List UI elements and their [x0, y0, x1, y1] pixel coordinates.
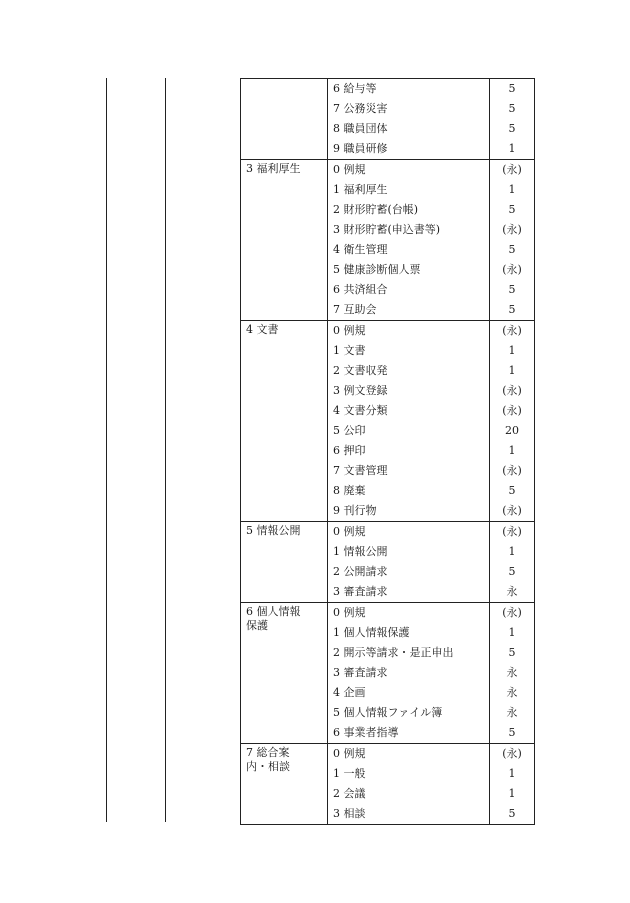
- item-label: 2 開示等請求・是正申出: [333, 646, 454, 659]
- item-label: 6 給与等: [333, 82, 377, 95]
- item-label: 1 福利厚生: [333, 183, 388, 196]
- item-label: 6 事業者指導: [333, 726, 399, 739]
- items-cell: [328, 321, 490, 522]
- retention-cell: [490, 160, 535, 321]
- retention-value: 永: [506, 666, 518, 679]
- retention-value: 5: [508, 807, 516, 820]
- items-cell: [328, 744, 490, 825]
- items-cell: [328, 522, 490, 603]
- item-label: 7 互助会: [333, 303, 377, 316]
- retention-value: 1: [508, 626, 516, 639]
- retention-schedule-table: [240, 78, 535, 825]
- category-cell: [241, 160, 328, 321]
- section-row: [241, 160, 535, 321]
- section-row: [241, 744, 535, 825]
- item-label: 7 文書管理: [333, 464, 388, 477]
- category-cell: [241, 603, 328, 744]
- category-cell: [241, 79, 328, 160]
- retention-value: 1: [508, 787, 516, 800]
- retention-value: 5: [508, 646, 516, 659]
- retention-value: (永): [502, 263, 522, 276]
- retention-value: 5: [508, 102, 516, 115]
- retention-value: 5: [508, 484, 516, 497]
- table-body: [241, 79, 535, 825]
- retention-cell: [490, 321, 535, 522]
- item-label: 3 例文登録: [333, 384, 388, 397]
- item-label: 9 職員研修: [333, 142, 388, 155]
- retention-value: 1: [508, 444, 516, 457]
- item-label: 3 審査請求: [333, 585, 388, 598]
- retention-value: 1: [508, 364, 516, 377]
- retention-cell: [490, 603, 535, 744]
- retention-value: (永): [502, 404, 522, 417]
- item-label: 0 例規: [333, 606, 366, 619]
- retention-value: 5: [508, 243, 516, 256]
- item-label: 5 公印: [333, 424, 366, 437]
- retention-value: 1: [508, 344, 516, 357]
- retention-value: (永): [502, 504, 522, 517]
- retention-value: 5: [508, 726, 516, 739]
- retention-value: 永: [506, 686, 518, 699]
- item-label: 8 職員団体: [333, 122, 388, 135]
- retention-value: (永): [502, 606, 522, 619]
- item-label: 0 例規: [333, 747, 366, 760]
- item-label: 8 廃棄: [333, 484, 366, 497]
- retention-value: 永: [506, 585, 518, 598]
- item-label: 3 相談: [333, 807, 366, 820]
- retention-cell: [490, 744, 535, 825]
- retention-value: (永): [502, 525, 522, 538]
- item-label: 5 個人情報ファイル簿: [333, 706, 443, 719]
- items-cell: [328, 160, 490, 321]
- retention-cell: [490, 522, 535, 603]
- section-row: [241, 603, 535, 744]
- retention-value: 1: [508, 545, 516, 558]
- item-label: 2 会議: [333, 787, 366, 800]
- outer-left-border: [106, 78, 107, 822]
- retention-value: 1: [508, 183, 516, 196]
- item-label: 0 例規: [333, 163, 366, 176]
- item-label: 6 押印: [333, 444, 366, 457]
- category-cell: [241, 744, 328, 825]
- retention-value: (永): [502, 464, 522, 477]
- retention-value: 永: [506, 706, 518, 719]
- retention-value: 1: [508, 142, 516, 155]
- item-label: 3 審査請求: [333, 666, 388, 679]
- items-cell: [328, 79, 490, 160]
- retention-value: (永): [502, 223, 522, 236]
- retention-value: 5: [508, 303, 516, 316]
- category-label: 3 福利厚生: [246, 162, 301, 175]
- section-row: [241, 522, 535, 603]
- items-cell: [328, 603, 490, 744]
- item-label: 4 文書分類: [333, 404, 388, 417]
- item-label: 3 財形貯蓄(申込書等): [333, 223, 441, 236]
- retention-value: 5: [508, 82, 516, 95]
- retention-value: 1: [508, 767, 516, 780]
- category-label: 5 情報公開: [246, 524, 301, 537]
- item-label: 5 健康診断個人票: [333, 263, 421, 276]
- item-label: 0 例規: [333, 525, 366, 538]
- retention-value: 5: [508, 203, 516, 216]
- item-label: 4 衛生管理: [333, 243, 388, 256]
- retention-value: (永): [502, 163, 522, 176]
- category-label: 6 個人情報 保護: [246, 605, 301, 632]
- category-label: 7 総合案 内・相談: [246, 746, 290, 773]
- item-label: 4 企画: [333, 686, 366, 699]
- retention-value: 5: [508, 283, 516, 296]
- category-cell: [241, 321, 328, 522]
- item-label: 2 財形貯蓄(台帳): [333, 203, 419, 216]
- item-label: 1 文書: [333, 344, 366, 357]
- item-label: 2 文書収発: [333, 364, 388, 377]
- item-label: 9 刊行物: [333, 504, 377, 517]
- item-label: 0 例規: [333, 324, 366, 337]
- item-label: 2 公開請求: [333, 565, 388, 578]
- column-divider-1: [165, 78, 166, 822]
- retention-value: 20: [505, 424, 519, 437]
- retention-cell: [490, 79, 535, 160]
- category-label: 4 文書: [246, 323, 279, 336]
- retention-value: 5: [508, 122, 516, 135]
- item-label: 6 共済組合: [333, 283, 388, 296]
- item-label: 1 個人情報保護: [333, 626, 410, 639]
- item-label: 7 公務災害: [333, 102, 388, 115]
- category-cell: [241, 522, 328, 603]
- section-row: [241, 321, 535, 522]
- retention-value: (永): [502, 324, 522, 337]
- retention-value: (永): [502, 747, 522, 760]
- retention-value: (永): [502, 384, 522, 397]
- item-label: 1 一般: [333, 767, 366, 780]
- section-row: [241, 79, 535, 160]
- retention-value: 5: [508, 565, 516, 578]
- item-label: 1 情報公開: [333, 545, 388, 558]
